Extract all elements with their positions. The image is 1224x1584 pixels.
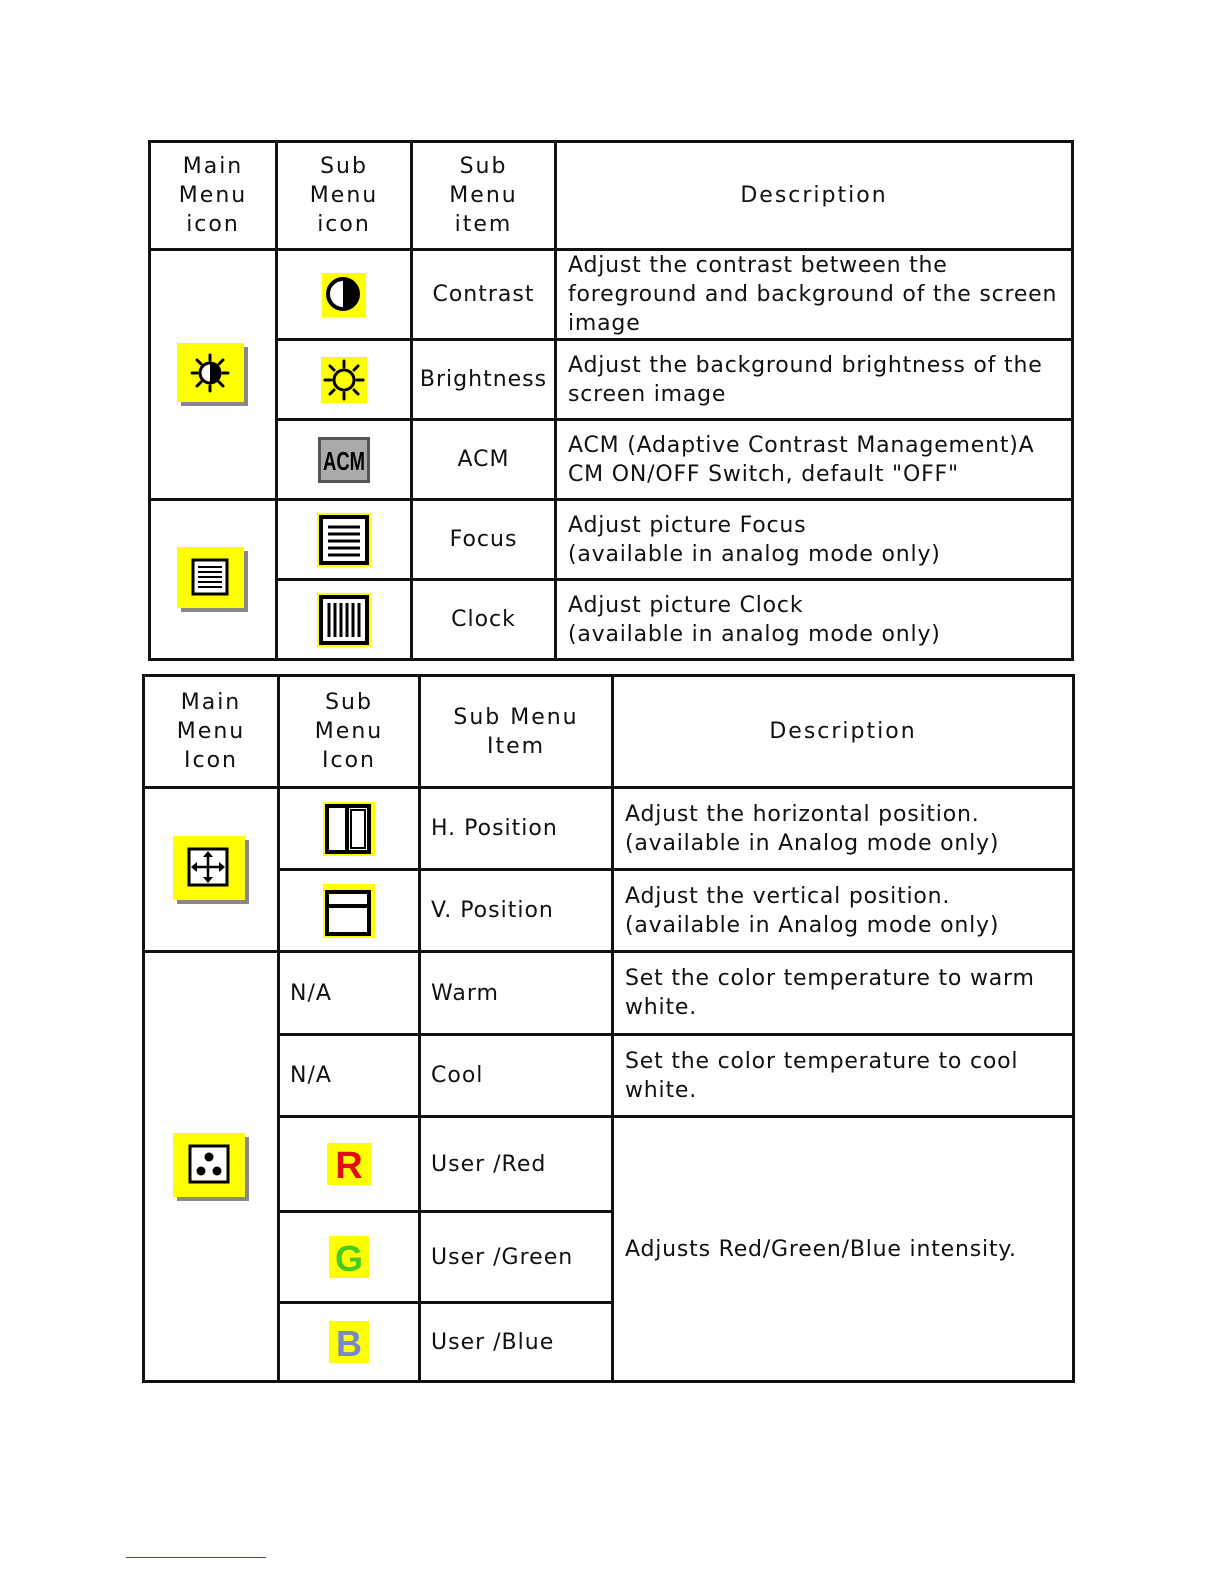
- sub-icon-cell: [279, 1117, 420, 1212]
- contrast-icon: [322, 273, 366, 317]
- focus-icon: [317, 513, 371, 567]
- footer-divider: [126, 1557, 266, 1558]
- description: Adjust the contrast between the foreground and background of the screen image: [556, 250, 1073, 340]
- svg-text:R: R: [335, 1145, 363, 1187]
- sub-icon-cell: [277, 250, 412, 340]
- sub-menu-item: User /Blue: [420, 1303, 613, 1382]
- description: ACM (Adaptive Contrast Management)A CM ON/OFF Switch, default "OFF": [556, 420, 1073, 500]
- description: Adjust the background brightness of the screen image: [556, 340, 1073, 420]
- description: Set the color temperature to cool white.: [613, 1035, 1074, 1117]
- position-move-icon: [172, 835, 250, 905]
- table-row: [150, 250, 1073, 340]
- sub-icon-cell: N/A: [279, 952, 420, 1035]
- header-description: Description: [613, 676, 1074, 788]
- description: Adjust picture Clock (available in analog mode only): [556, 580, 1073, 660]
- description: Adjusts Red/Green/Blue intensity.: [613, 1117, 1074, 1382]
- table-row: [144, 788, 1074, 870]
- color-temperature-icon: [172, 1132, 250, 1202]
- header-sub-menu-icon: Sub Menu icon: [277, 142, 412, 250]
- picture-adjust-icon: [176, 546, 250, 614]
- description: Set the color temperature to warm white.: [613, 952, 1074, 1035]
- main-menu-icon-cell: [144, 788, 279, 952]
- table-row: [150, 420, 1073, 500]
- acm-icon: [318, 437, 370, 483]
- sub-menu-item: ACM: [412, 420, 556, 500]
- svg-text:ACM: ACM: [323, 445, 365, 476]
- sub-menu-item: Brightness: [412, 340, 556, 420]
- sub-menu-item: V. Position: [420, 870, 613, 952]
- table-row: [150, 580, 1073, 660]
- red-r-icon: [327, 1143, 371, 1185]
- blue-b-icon: [329, 1321, 369, 1363]
- sub-icon-cell: [279, 788, 420, 870]
- table-row: [150, 340, 1073, 420]
- main-menu-icon-cell: [150, 500, 277, 660]
- sub-icon-cell: [277, 580, 412, 660]
- brightness-contrast-icon: [176, 342, 250, 408]
- sub-icon-cell: [277, 420, 412, 500]
- table-header-row: [144, 676, 1074, 788]
- osd-menu-table-1: [148, 140, 1074, 661]
- sub-menu-item: User /Red: [420, 1117, 613, 1212]
- sub-icon-cell: [279, 870, 420, 952]
- sub-menu-item: H. Position: [420, 788, 613, 870]
- v-position-icon: [323, 884, 375, 938]
- sub-menu-item: User /Green: [420, 1212, 613, 1303]
- osd-menu-table-2: [142, 674, 1075, 1383]
- sub-icon-cell: N/A: [279, 1035, 420, 1117]
- main-menu-icon-cell: [144, 952, 279, 1382]
- description: Adjust the horizontal position. (available in Analog mode only): [613, 788, 1074, 870]
- table-row: [144, 1117, 1074, 1212]
- sub-menu-item: Contrast: [412, 250, 556, 340]
- sub-icon-cell: [279, 1212, 420, 1303]
- table-row: [144, 1035, 1074, 1117]
- table-row: [150, 500, 1073, 580]
- header-sub-menu-icon: Sub Menu Icon: [279, 676, 420, 788]
- table-row: [144, 870, 1074, 952]
- header-main-menu-icon: Main Menu Icon: [144, 676, 279, 788]
- header-sub-menu-item: Sub Menu item: [412, 142, 556, 250]
- sub-icon-cell: [279, 1303, 420, 1382]
- sub-menu-item: Cool: [420, 1035, 613, 1117]
- clock-icon: [317, 593, 371, 647]
- header-sub-menu-item: Sub Menu Item: [420, 676, 613, 788]
- sub-icon-cell: [277, 500, 412, 580]
- header-description: Description: [556, 142, 1073, 250]
- header-main-menu-icon: Main Menu icon: [150, 142, 277, 250]
- table-row: [144, 952, 1074, 1035]
- svg-text:G: G: [334, 1238, 364, 1279]
- sub-menu-item: Warm: [420, 952, 613, 1035]
- green-g-icon: [329, 1236, 369, 1278]
- description: Adjust picture Focus (available in analog mode only): [556, 500, 1073, 580]
- main-menu-icon-cell: [150, 250, 277, 500]
- description: Adjust the vertical position. (available in Analog mode only): [613, 870, 1074, 952]
- h-position-icon: [323, 802, 375, 856]
- table-header-row: [150, 142, 1073, 250]
- svg-text:B: B: [336, 1323, 362, 1364]
- brightness-icon: [321, 357, 367, 403]
- sub-menu-item: Focus: [412, 500, 556, 580]
- sub-icon-cell: [277, 340, 412, 420]
- sub-menu-item: Clock: [412, 580, 556, 660]
